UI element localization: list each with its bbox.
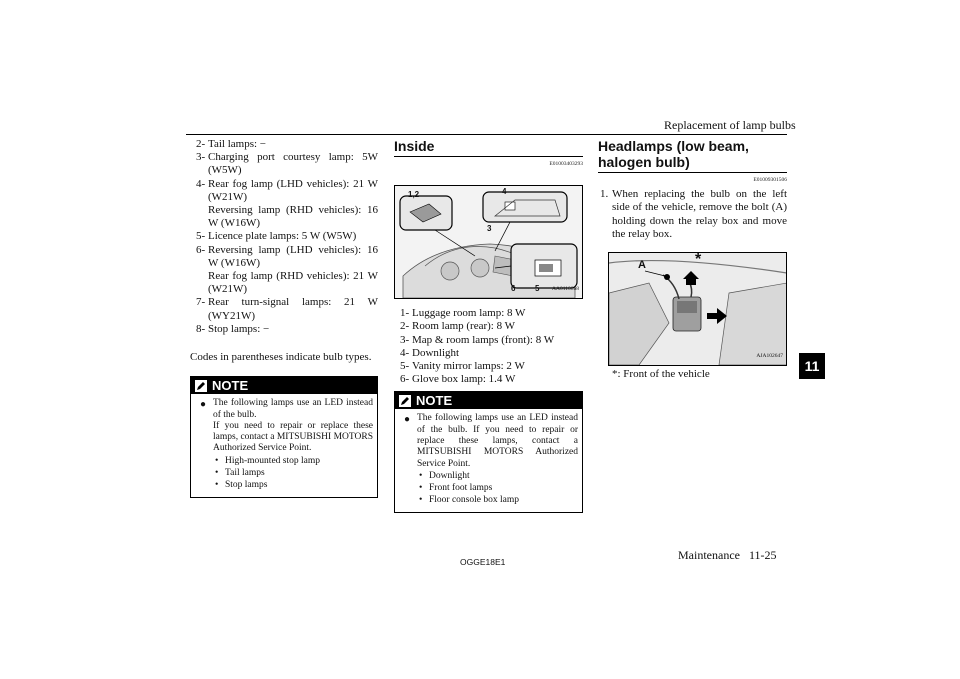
list-item: 4- Downlight	[400, 346, 460, 359]
callout-label: 5	[535, 284, 540, 294]
note-pencil-icon	[194, 379, 208, 393]
section-title: Headlamps (low beam, halogen bulb)	[598, 138, 749, 170]
header-title: Replacement of lamp bulbs	[664, 118, 796, 132]
chapter-tab: 11	[799, 353, 825, 379]
note-box	[190, 376, 378, 497]
note-bullet: • Tail lamps	[213, 467, 373, 479]
note-bullet: • Floor console box lamp	[417, 494, 578, 506]
interior-lamps-figure	[394, 185, 583, 299]
list-item: 7- Rear turn-signal lamps: 21 W (WY21W)	[196, 296, 378, 322]
list-item: 2- Room lamp (rear): 8 W	[400, 320, 516, 333]
section-rule	[598, 172, 787, 173]
list-item: 5- Vanity mirror lamps: 2 W	[400, 360, 525, 373]
list-item: 1- Luggage room lamp: 8 W	[400, 307, 526, 320]
note-text: If you need to repair or replace these lamps, contact a MITSUBISHI MOTORS Authorized Service Point.	[213, 420, 373, 454]
codes-paragraph: Codes in parentheses indicate bulb types.	[190, 351, 372, 364]
figure-code: AJA102647	[756, 352, 783, 359]
note-bullet: • High-mounted stop lamp	[213, 455, 373, 467]
note-box	[394, 391, 583, 512]
list-item: 6- Glove box lamp: 1.4 W	[400, 373, 516, 386]
list-item: 5- Licence plate lamps: 5 W (W5W)	[196, 230, 357, 243]
figure-caption: *: Front of the vehicle	[612, 368, 710, 381]
note-label: NOTE	[416, 393, 453, 409]
list-item: 2- Tail lamps: −	[196, 138, 266, 150]
note-body	[395, 409, 582, 511]
footer-code: OGGE18E1	[460, 557, 506, 567]
bullet-icon: ●	[200, 399, 207, 411]
callout-label: 1,2	[408, 190, 420, 200]
list-item: 8- Stop lamps: −	[196, 322, 270, 335]
note-header	[395, 392, 582, 409]
list-item: 4- Rear fog lamp (LHD vehicles): 21 W (W21W) Reversing lamp (RHD vehicles): 16 W (W16W)	[196, 177, 378, 230]
interior-illustration	[395, 186, 583, 298]
headlamp-figure	[608, 252, 787, 366]
figure-code: AA0110868	[552, 286, 579, 292]
section-title: Inside	[394, 138, 435, 154]
section-code: E01003403293	[549, 161, 583, 167]
step-item: 1. When replacing the bulb on the left side of the vehicle, remove the bolt (A) holding down the relay box and move the relay box.	[600, 188, 787, 240]
callout-label: 3	[487, 224, 492, 234]
note-header	[191, 377, 377, 394]
note-bullet: • Front foot lamps	[417, 482, 578, 494]
list-item: 3- Map & room lamps (front): 8 W	[400, 333, 555, 346]
bolt-label-a: A	[638, 259, 646, 272]
bullet-icon: ●	[404, 414, 411, 426]
footer-section: Maintenance	[678, 548, 740, 562]
column-2	[394, 138, 583, 513]
note-body	[191, 394, 377, 496]
engine-bay-illustration	[609, 253, 787, 365]
footer-page-number: 11-25	[749, 548, 777, 562]
note-text: The following lamps use an LED instead of the bulb. If you need to repair or replace these lamps, contact a MITSUBISHI MOTORS Authorized Service Point.	[417, 413, 578, 469]
callout-label: 6	[511, 284, 516, 294]
column-3	[598, 138, 787, 381]
header-rule	[186, 134, 787, 135]
front-star-label: *	[695, 252, 702, 269]
note-label: NOTE	[212, 378, 249, 394]
note-text: The following lamps use an LED instead of the bulb.	[213, 398, 373, 420]
list-item: 3- Charging port courtesy lamp: 5W (W5W)	[196, 151, 378, 177]
note-bullet: • Stop lamps	[213, 479, 373, 491]
list-item: 6- Reversing lamp (LHD vehicles): 16 W (W16W) Rear fog lamp (RHD vehicles): 21 W (W21W)	[196, 243, 378, 296]
callout-label: 4	[502, 187, 507, 197]
note-pencil-icon	[398, 394, 412, 408]
note-bullet: • Downlight	[417, 470, 578, 482]
column-1	[190, 138, 378, 498]
section-code: E01009301506	[753, 177, 787, 183]
section-rule	[394, 156, 583, 157]
lamp-list	[394, 307, 583, 386]
